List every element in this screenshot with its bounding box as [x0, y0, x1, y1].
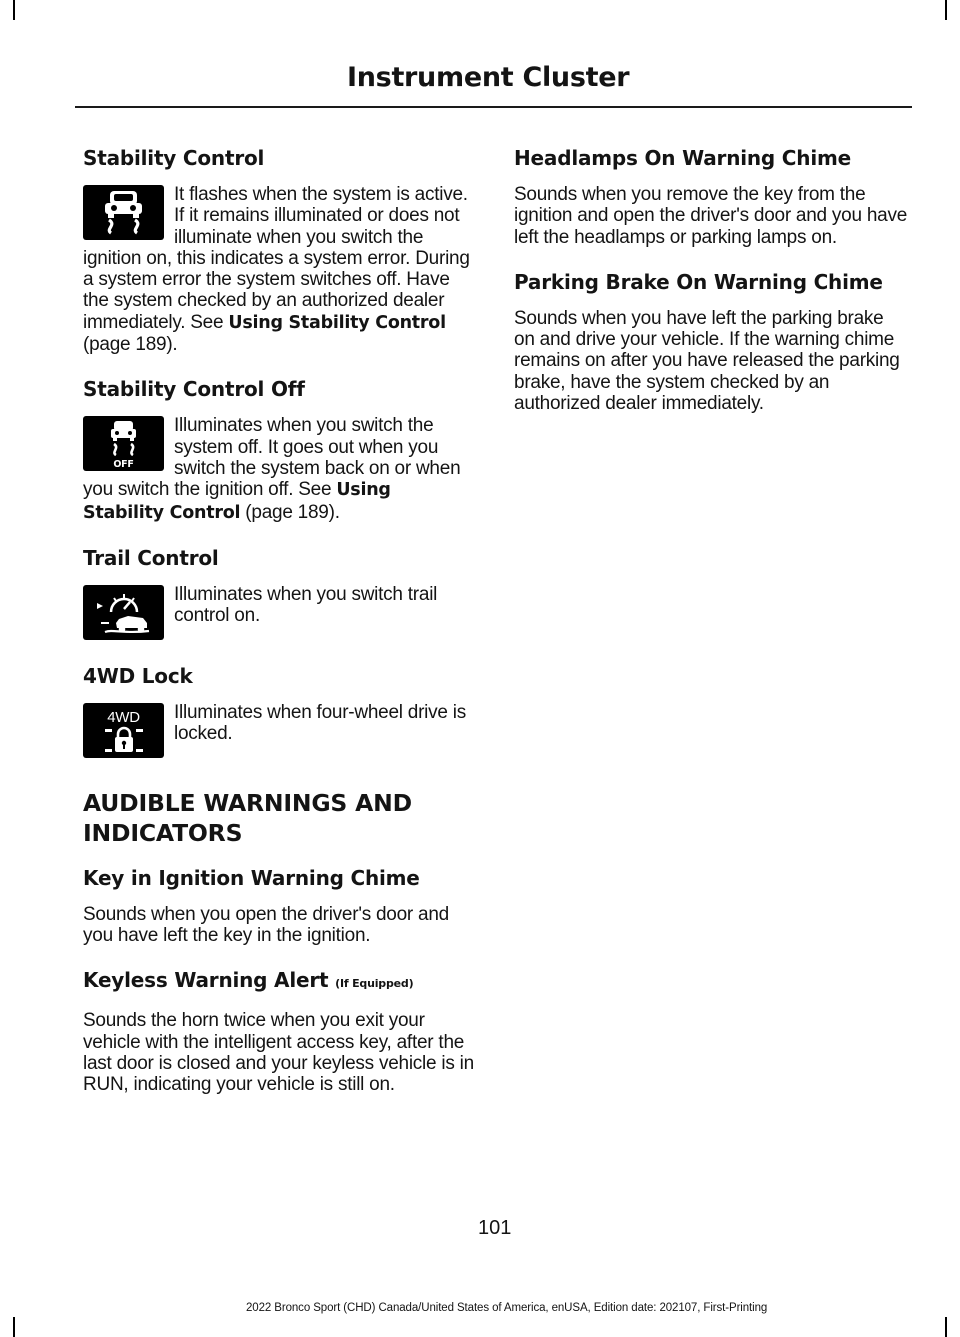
crop-mark — [13, 0, 15, 20]
section-stability-control-off — [83, 375, 476, 523]
section-trail-control — [83, 544, 476, 644]
section-heading: Stability Control Off — [83, 377, 305, 402]
icon-label: OFF — [113, 459, 134, 471]
footer-edition: 2022 Bronco Sport (CHD) Canada/United States of America, enUSA, Edition date: 202107, First-Printing — [246, 1302, 768, 1314]
header-divider — [75, 106, 912, 108]
crop-mark — [13, 1317, 15, 1337]
left-column — [83, 144, 476, 1116]
section-body: Sounds when you remove the key from the ignition and open the driver's door and you have left the headlamps or parking lamps on. — [514, 184, 908, 248]
section-heading: Keyless Warning Alert (If Equipped) — [83, 968, 414, 993]
section-heading: Headlamps On Warning Chime — [514, 146, 851, 170]
cross-reference-link[interactable]: Using Stability Control — [83, 480, 391, 523]
section-body: 4WD Illuminates when four-wheel drive is locked. — [83, 702, 476, 762]
section-stability-control — [83, 144, 476, 355]
section-parking-brake-chime — [514, 268, 909, 414]
icon-label: 4WD — [107, 708, 140, 726]
stability-control-icon — [83, 185, 164, 240]
section-keyless-warning — [83, 966, 476, 1095]
crop-mark — [945, 0, 947, 20]
stability-control-off-icon — [83, 416, 164, 471]
section-heading: Stability Control — [83, 146, 265, 170]
section-body: It flashes when the system is active. If it remains illuminated or does not illuminate when you switch the ignition on, this indicates a system error. During a system error the system switches off. Have the system checked by an authorized dealer immediately. See Using Stability Control (page 189). — [83, 184, 470, 356]
page-number: 101 — [478, 1217, 512, 1239]
trail-control-icon — [83, 585, 164, 640]
section-heading: 4WD Lock — [83, 663, 193, 688]
4wd-lock-icon — [83, 703, 164, 758]
section-body: OFF Illuminates when you switch the system off. It goes out when you switch the system back on or when you switch the ignition off. See Using Stability Control (page 189). — [83, 415, 461, 523]
right-column — [514, 144, 909, 434]
chapter-heading: AUDIBLE WARNINGS AND INDICATORS — [83, 788, 412, 847]
crop-mark — [945, 1317, 947, 1337]
section-4wd-lock — [83, 662, 476, 762]
cross-reference-link[interactable]: Using Stability Control — [228, 312, 446, 333]
section-heading: Key in Ignition Warning Chime — [83, 865, 420, 890]
section-key-in-ignition — [83, 864, 476, 947]
section-heading: Parking Brake On Warning Chime — [514, 269, 883, 294]
section-heading: Trail Control — [83, 545, 219, 570]
page-title: Instrument Cluster — [347, 62, 630, 93]
section-body: Sounds when you open the driver's door and you have left the key in the ignition. — [83, 903, 449, 947]
equipment-qualifier: (If Equipped) — [335, 977, 414, 991]
section-body: Illuminates when you switch trail control on. — [83, 584, 476, 644]
section-body: Sounds the horn twice when you exit your vehicle with the intelligent access key, after the last door is closed and your keyless vehicle is in RUN, indicating your vehicle is still on. — [83, 1010, 474, 1096]
section-headlamps-chime — [514, 144, 909, 248]
section-body: Sounds when you have left the parking brake on and drive your vehicle. If the warning chime remains on after you have released the parking brake, have the system checked by an authorized dealer immediately. — [514, 307, 900, 415]
